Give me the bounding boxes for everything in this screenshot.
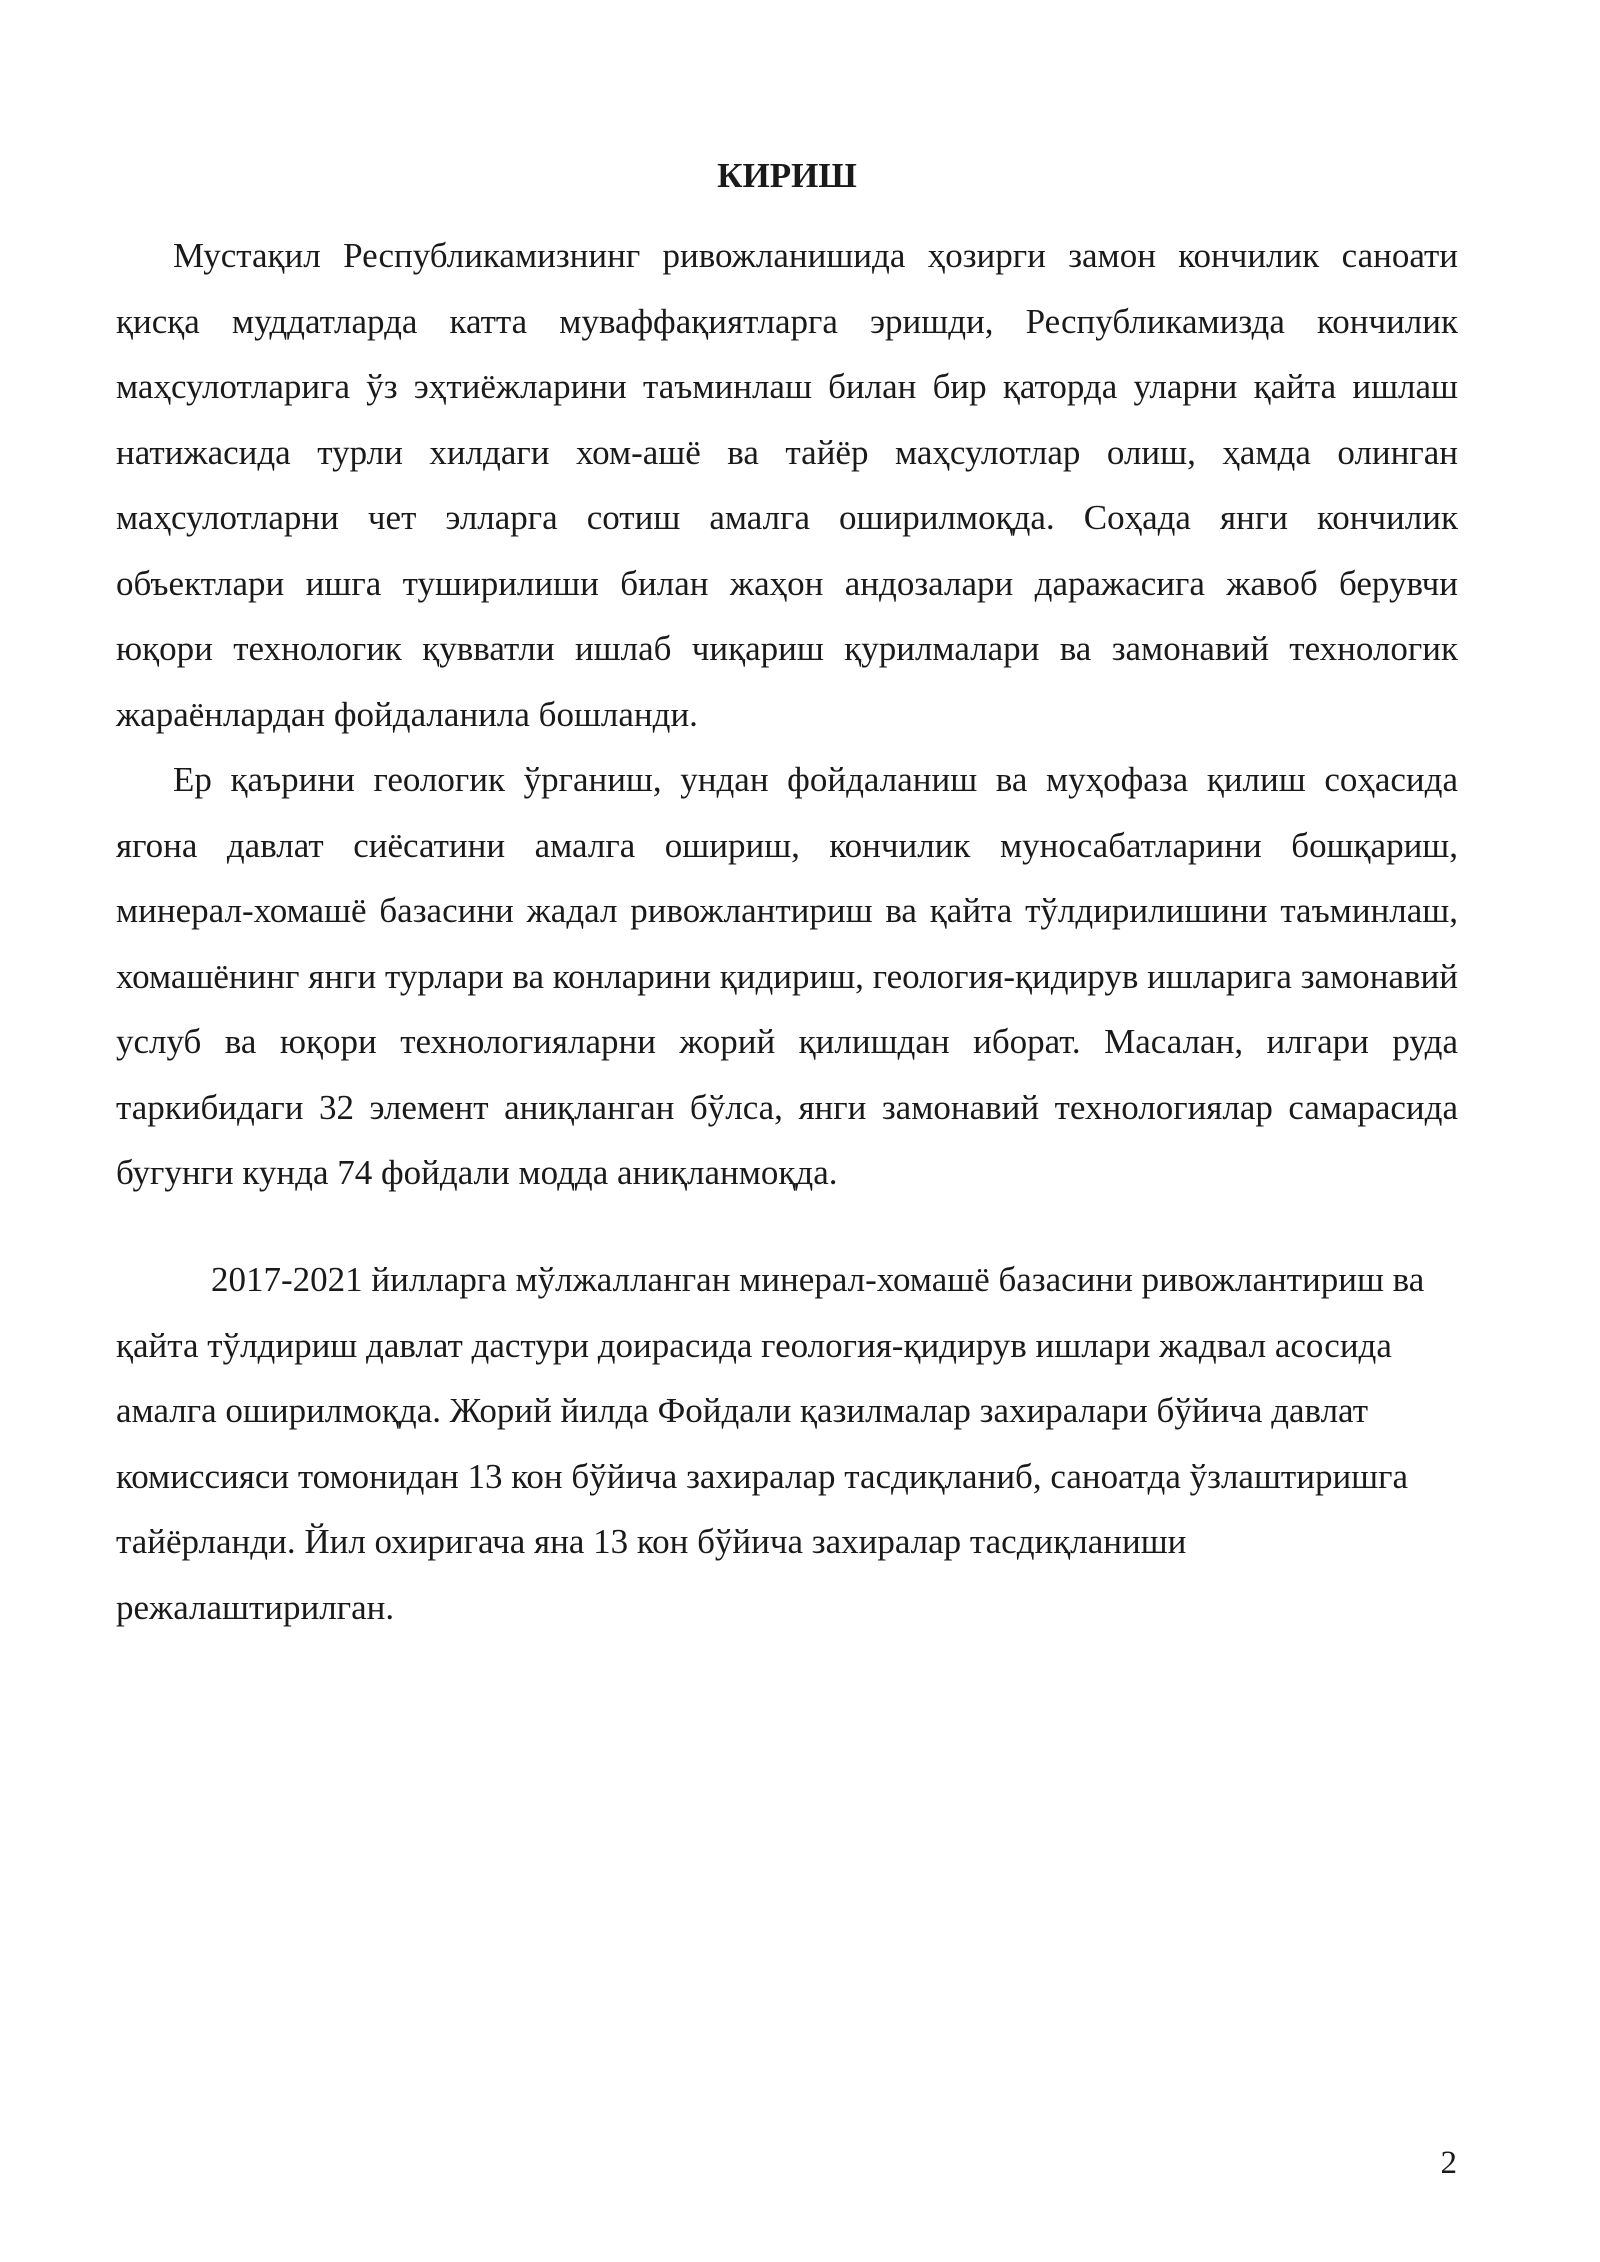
- section-heading: КИРИШ: [717, 156, 857, 195]
- paragraph-state-program: 2017-2021 йилларга мўлжалланган минерал-хомашё базасини ривожлантириш ва қайта тўлдириш давлат дастури доирасида геология-қидирув ишлари жадвал асосида амалга оширилмоқда. Жорий йилда Фойдали қазилмалар захиралари бўйича давлат комиссияси томонидан 13 кон бўйича захиралар тасдиқланиб, саноатда ўзлаштиришга тайёрланди. Йил охиригача яна 13 кон бўйича захиралар тасдиқланиши режалаштирилган.: [116, 1260, 1425, 1627]
- paragraph-geological-study: Ер қаърини геологик ўрганиш, ундан фойдаланиш ва муҳофаза қилиш соҳасида ягона давлат сиёсатини амалга ошириш, кончилик муносабатларини бошқариш, минерал-хомашё базасини жадал ривожлантириш ва қайта тўлдирилишини таъминлаш, хомашёнинг янги турлари ва конларини қидириш, геология-қидирув ишларига замонавий услуб ва юқори технологияларни жорий қилишдан иборат. Масалан, илгари руда таркибидаги 32 элемент аниқланган бўлса, янги замонавий технологиялар самарасида бугунги кунда 74 фойдали модда аниқланмоқда.: [116, 760, 1458, 1192]
- page-number: 2: [1440, 2145, 1457, 2181]
- paragraph-mining-industry: Мустақил Республикамизнинг ривожланишида ҳозирги замон кончилик саноати қисқа муддатларда катта муваффақиятларга эришди, Республикамизда кончилик маҳсулотларига ўз эҳтиёжларини таъминлаш билан бир қаторда уларни қайта ишлаш натижасида турли хилдаги хом-ашё ва тайёр маҳсулотлар олиш, ҳамда олинган маҳсулотларни чет элларга сотиш амалга оширилмоқда. Соҳада янги кончилик объектлари ишга туширилиши билан жаҳон андозалари даражасига жавоб берувчи юқори технологик қувватли ишлаб чиқариш қурилмалари ва замонавий технологик жараёнлардан фойдаланила бошланди.: [116, 236, 1458, 734]
